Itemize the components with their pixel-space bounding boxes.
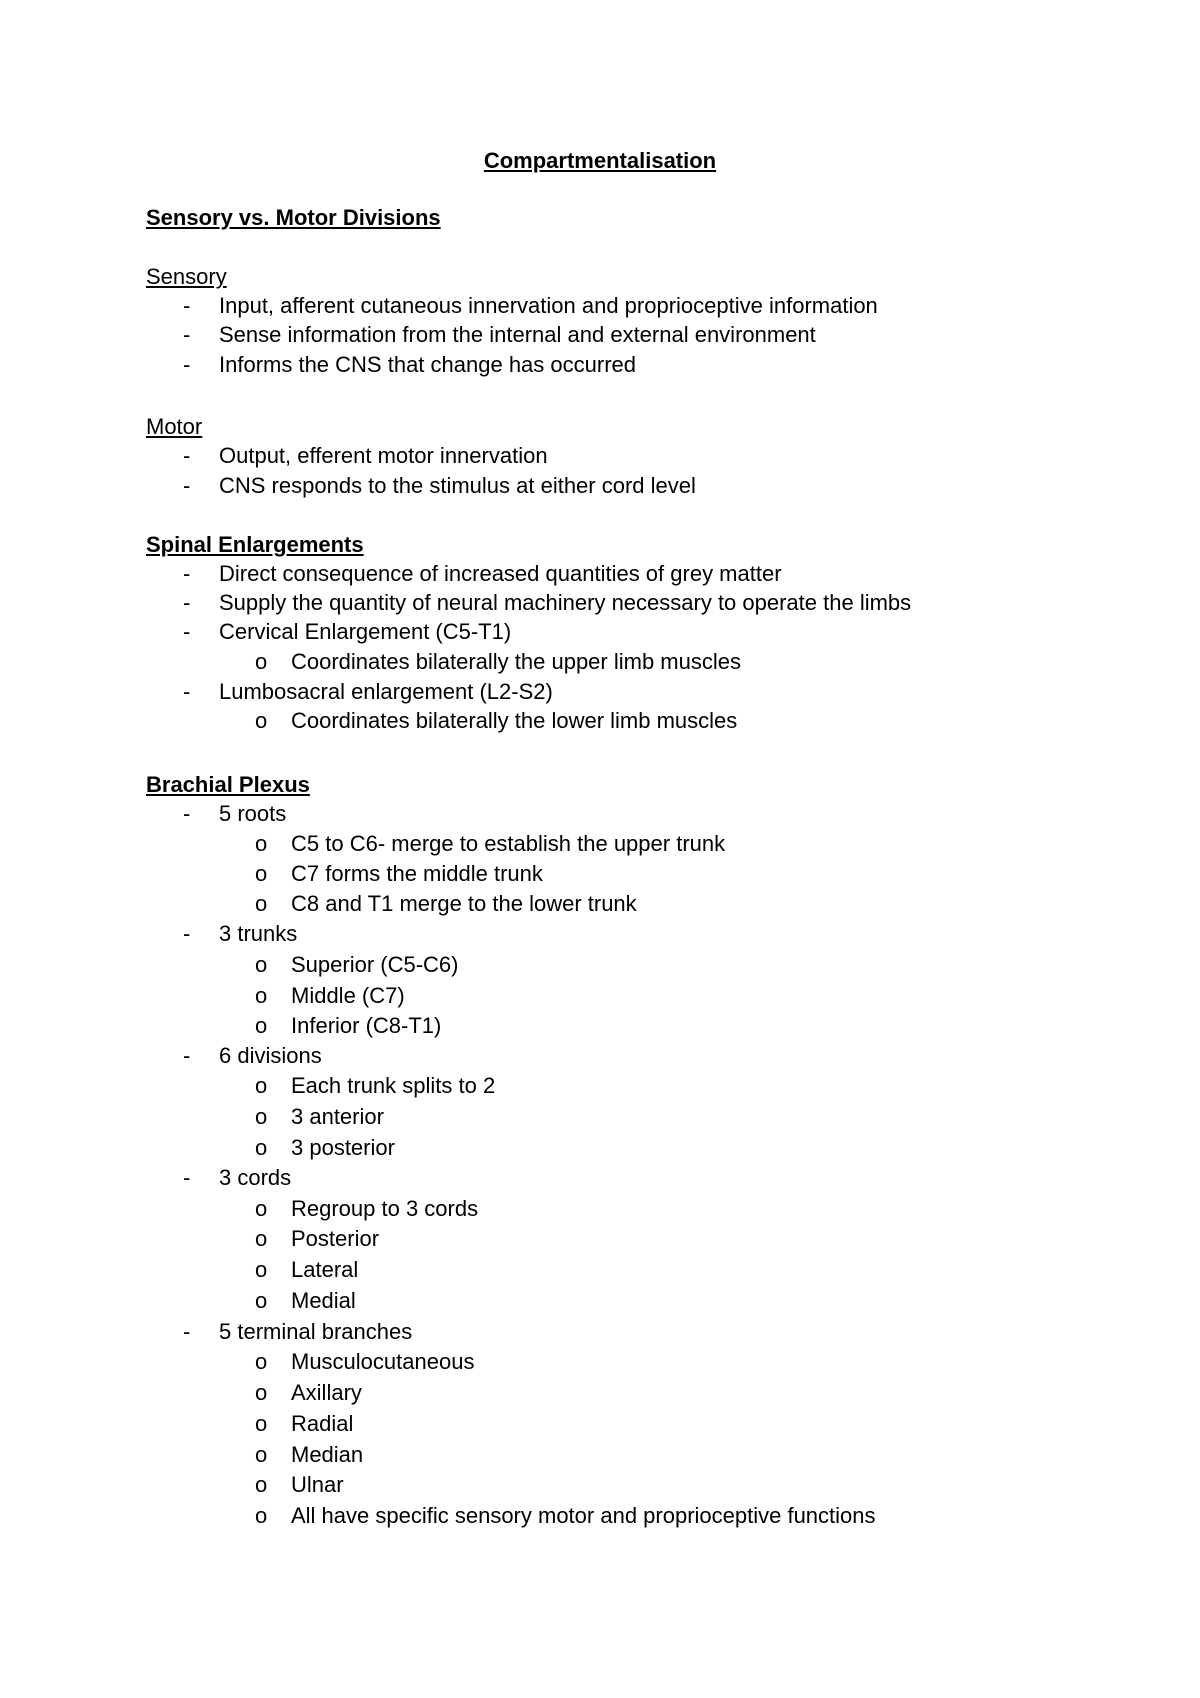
list-subitem-text: All have specific sensory motor and proprioceptive functions (291, 1503, 876, 1528)
list-subitem (255, 1347, 474, 1377)
list-item (183, 471, 696, 501)
bullet-marker: o (255, 1380, 268, 1405)
list-item (183, 617, 511, 647)
list-subitem-text: Superior (C5-C6) (291, 952, 459, 977)
list-subitem (255, 1440, 363, 1470)
list-subitem (255, 706, 737, 736)
spinal-heading: Spinal Enlargements (146, 532, 364, 557)
dash-marker: - (183, 561, 191, 586)
list-subitem-text: 3 anterior (291, 1104, 384, 1129)
list-subitem (255, 1102, 384, 1132)
list-item (183, 559, 782, 589)
list-item (183, 291, 878, 321)
list-subitem (255, 1071, 495, 1101)
dash-marker: - (183, 443, 191, 468)
bullet-marker: o (255, 831, 268, 856)
list-item (183, 1041, 322, 1071)
list-item (183, 350, 636, 380)
dash-marker: - (183, 322, 191, 347)
list-subitem (255, 647, 741, 677)
list-subitem-text: Axillary (291, 1380, 362, 1405)
brachial-heading: Brachial Plexus (146, 772, 310, 797)
bullet-marker: o (255, 1104, 268, 1129)
list-subitem-text: Middle (C7) (291, 983, 405, 1008)
list-subitem (255, 1224, 379, 1254)
list-subitem (255, 1255, 358, 1285)
list-item-text: 5 terminal branches (219, 1319, 413, 1344)
list-subitem (255, 1378, 362, 1408)
list-subitem-text: Coordinates bilaterally the upper limb muscles (291, 649, 741, 674)
dash-marker: - (183, 679, 191, 704)
list-item (183, 1317, 412, 1347)
bullet-marker: o (255, 1442, 268, 1467)
bullet-marker: o (255, 952, 268, 977)
list-subitem-text: Ulnar (291, 1472, 344, 1497)
dash-marker: - (183, 1043, 191, 1068)
list-subitem (255, 1501, 876, 1531)
list-subitem-text: C7 forms the middle trunk (291, 861, 543, 886)
list-subitem-text: C8 and T1 merge to the lower trunk (291, 891, 637, 916)
sensory-heading: Sensory (146, 264, 227, 289)
list-item-text: 5 roots (219, 801, 287, 826)
bullet-marker: o (255, 983, 268, 1008)
list-subitem (255, 829, 725, 859)
list-item-text: 3 trunks (219, 921, 298, 946)
list-item-text: Output, efferent motor innervation (219, 443, 548, 468)
bullet-marker: o (255, 861, 268, 886)
list-item (183, 588, 911, 618)
dash-marker: - (183, 1165, 191, 1190)
list-subitem-text: Median (291, 1442, 364, 1467)
page-title: Compartmentalisation (483, 148, 717, 173)
dash-marker: - (183, 352, 191, 377)
dash-marker: - (183, 921, 191, 946)
bullet-marker: o (255, 1472, 268, 1497)
bullet-marker: o (255, 1013, 268, 1038)
list-subitem (255, 1409, 353, 1439)
list-item-text: Cervical Enlargement (C5-T1) (219, 619, 512, 644)
bullet-marker: o (255, 1288, 268, 1313)
list-item (183, 919, 297, 949)
bullet-marker: o (255, 1257, 268, 1282)
list-subitem-text: Coordinates bilaterally the lower limb muscles (291, 708, 738, 733)
list-subitem-text: Regroup to 3 cords (291, 1196, 479, 1221)
list-subitem (255, 981, 405, 1011)
dash-marker: - (183, 293, 191, 318)
list-item-text: Direct consequence of increased quantities of grey matter (219, 561, 782, 586)
motor-heading: Motor (146, 414, 203, 439)
list-subitem-text: 3 posterior (291, 1135, 395, 1160)
bullet-marker: o (255, 1503, 268, 1528)
list-item-text: CNS responds to the stimulus at either cord level (219, 473, 696, 498)
list-subitem (255, 889, 637, 919)
list-subitem (255, 1470, 344, 1500)
bullet-marker: o (255, 1411, 268, 1436)
bullet-marker: o (255, 1196, 268, 1221)
list-subitem-text: Medial (291, 1288, 356, 1313)
list-item (183, 441, 548, 471)
list-item-text: Informs the CNS that change has occurred (219, 352, 636, 377)
bullet-marker: o (255, 1073, 268, 1098)
bullet-marker: o (255, 649, 268, 674)
list-item-text: 3 cords (219, 1165, 292, 1190)
list-item-text: 6 divisions (219, 1043, 322, 1068)
list-item-text: Input, afferent cutaneous innervation and proprioceptive information (219, 293, 878, 318)
dash-marker: - (183, 590, 191, 615)
list-subitem-text: Inferior (C8-T1) (291, 1013, 442, 1038)
list-subitem (255, 950, 459, 980)
list-item (183, 799, 286, 829)
list-subitem-text: Lateral (291, 1257, 359, 1282)
list-subitem (255, 1286, 356, 1316)
divisions-heading: Sensory vs. Motor Divisions (146, 205, 441, 230)
list-item-text: Lumbosacral enlargement (L2-S2) (219, 679, 553, 704)
bullet-marker: o (255, 1226, 268, 1251)
dash-marker: - (183, 801, 191, 826)
list-subitem (255, 1011, 441, 1041)
list-subitem-text: Musculocutaneous (291, 1349, 475, 1374)
bullet-marker: o (255, 708, 268, 733)
list-subitem (255, 1133, 395, 1163)
list-item (183, 320, 816, 350)
list-subitem (255, 859, 543, 889)
dash-marker: - (183, 473, 191, 498)
dash-marker: - (183, 1319, 191, 1344)
list-subitem-text: Radial (291, 1411, 354, 1436)
bullet-marker: o (255, 891, 268, 916)
list-subitem (255, 1194, 478, 1224)
bullet-marker: o (255, 1349, 268, 1374)
list-item-text: Sense information from the internal and external environment (219, 322, 816, 347)
list-subitem-text: Each trunk splits to 2 (291, 1073, 496, 1098)
list-subitem-text: Posterior (291, 1226, 380, 1251)
list-item (183, 677, 553, 707)
bullet-marker: o (255, 1135, 268, 1160)
list-item (183, 1163, 291, 1193)
list-item-text: Supply the quantity of neural machinery necessary to operate the limbs (219, 590, 912, 615)
list-subitem-text: C5 to C6- merge to establish the upper trunk (291, 831, 726, 856)
dash-marker: - (183, 619, 191, 644)
